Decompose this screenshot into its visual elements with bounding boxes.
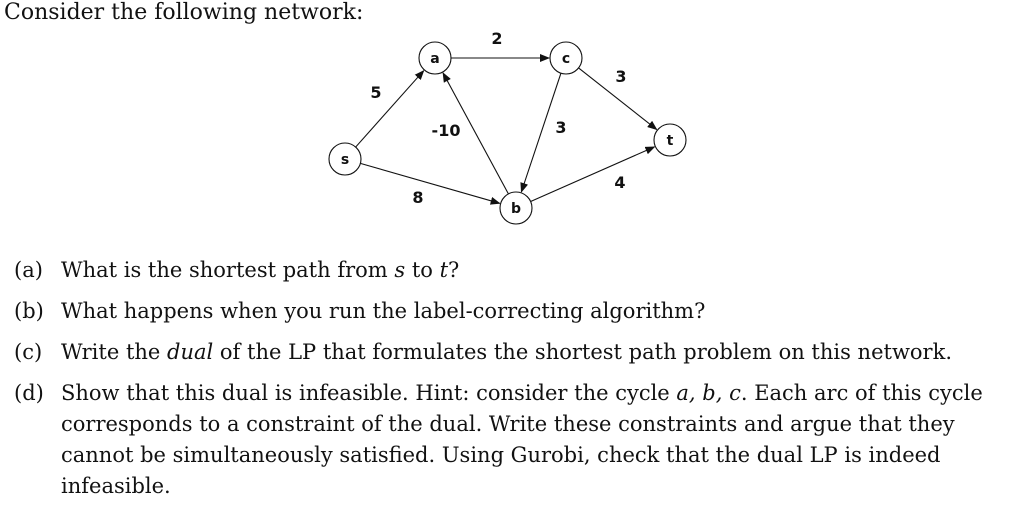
question-item [14,296,1014,327]
node-b [500,192,532,224]
node-label-c: c [561,51,571,67]
edge-weight-a-c: 2 [491,29,503,48]
question-text: Show that this dual is infeasible. Hint: consider the cycle a, b, c. Each arc of this cycle corresponds to a constraint of the dual. Write these constraints and argue that they cannot be simultaneously satisfied. Using Gurobi, check that the dual LP is indeed infeasible. [61,381,983,498]
edge-s-a [356,71,424,147]
node-s [329,143,361,175]
edge-weight-b-t: 4 [614,173,626,192]
node-label-b: b [510,201,522,217]
question-tag: (a) [14,258,43,282]
edge-weight-c-b: 3 [555,118,567,137]
node-t [654,124,686,156]
question-list [14,255,1014,502]
network-diagram [0,0,1024,250]
edge-weight-b-a: -10 [431,121,461,140]
edge-b-t [531,147,655,202]
question-text: What is the shortest path from s to t? [61,258,460,282]
node-a [419,42,451,74]
question-text: What happens when you run the label-correcting algorithm? [61,299,706,323]
question-tag: (b) [14,299,44,323]
node-label-s: s [340,152,350,168]
question-text: Write the dual of the LP that formulates the shortest path problem on this network. [61,340,952,364]
node-label-a: a [430,51,440,67]
node-c [550,42,582,74]
edge-s-b [360,163,499,203]
edge-weight-c-t: 3 [615,67,627,86]
edge-weight-s-a: 5 [370,83,382,102]
intro-text: Consider the following network: [4,0,364,25]
question-tag: (d) [14,381,44,405]
edge-weight-s-b: 8 [412,188,424,207]
node-label-t: t [666,133,674,149]
question-tag: (c) [14,340,43,364]
question-item [14,378,1014,502]
question-item [14,337,1014,368]
question-item [14,255,1014,286]
